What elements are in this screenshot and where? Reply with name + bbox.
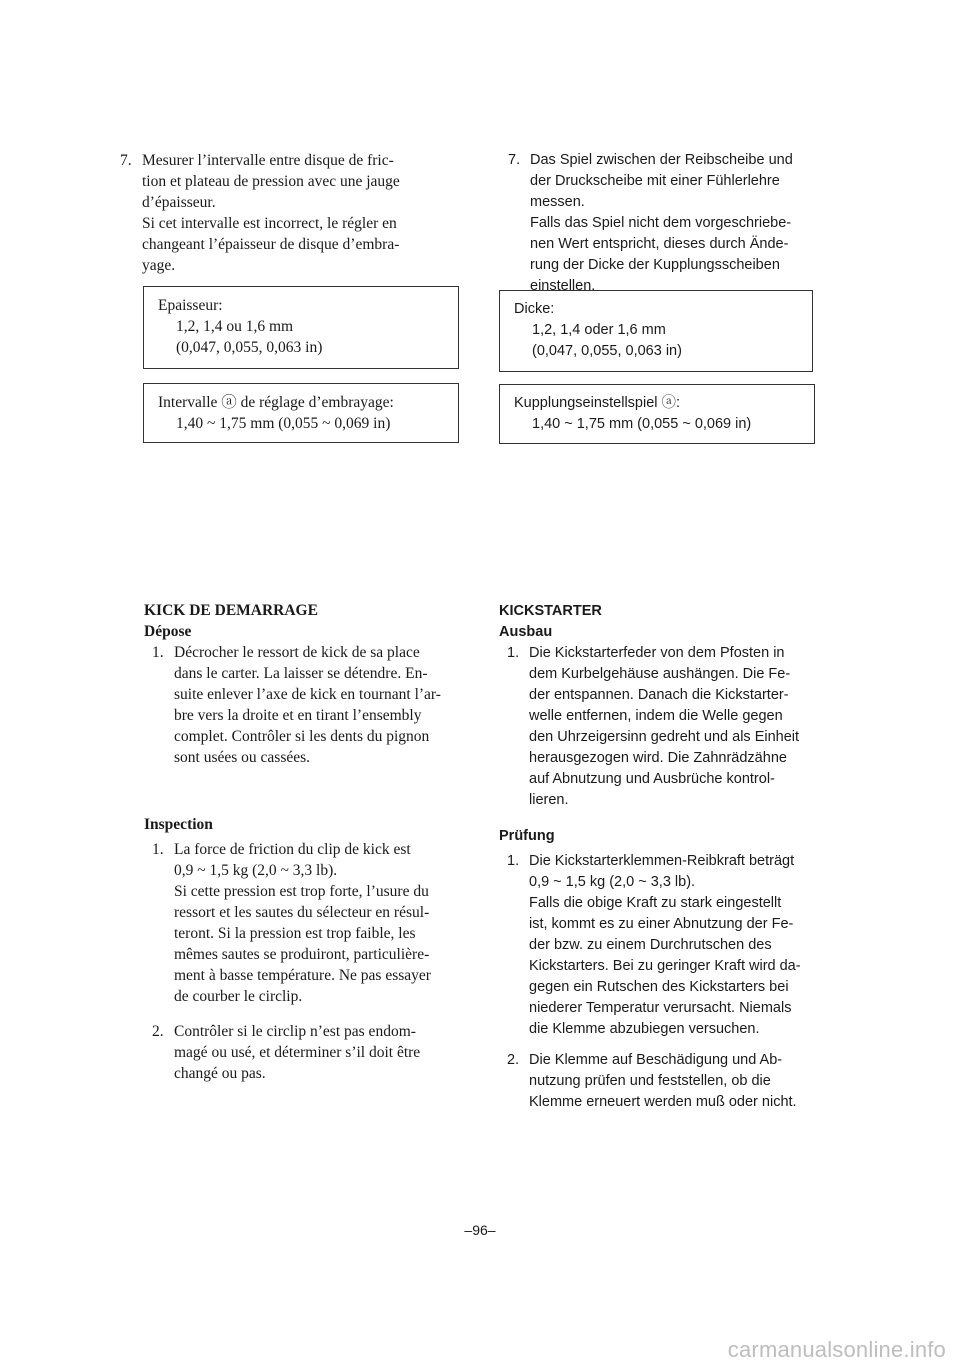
subsection-title: Inspection [144, 816, 213, 833]
french-clearance-spec-box [143, 383, 459, 443]
step-number: 2. [152, 1023, 164, 1040]
step-line: niederer Temperatur verursacht. Niemals [529, 1000, 792, 1016]
step-line: changé ou pas. [174, 1065, 266, 1082]
step-line: Die Kickstarterfeder von dem Pfosten in [529, 645, 785, 661]
step-line: dem Kurbelgehäuse aushängen. Die Fe- [529, 666, 791, 682]
spec-value: (0,047, 0,055, 0,063 in) [176, 339, 323, 356]
step-line: bre vers la droite et en tirant l’ensembly [174, 707, 422, 724]
step-line: ment à basse température. Ne pas essayer [174, 967, 431, 984]
step-line: sont usées ou cassées. [174, 749, 311, 766]
watermark: carmanualsonline.info [727, 1337, 946, 1362]
step-line: ressort et les sautes du sélecteur en résul- [174, 904, 430, 921]
step-line: Si cette pression est trop forte, l’usure du [174, 883, 429, 900]
step-number: 7. [508, 152, 521, 168]
spec-label: Kupplungseinstellspiel ⓐ: [514, 395, 681, 411]
page-number: –96– [464, 1222, 496, 1238]
french-inspection-section [144, 814, 474, 1084]
subsection-title: Dépose [144, 623, 192, 640]
french-kick-section [144, 600, 474, 768]
step-line: der Druckscheibe mit einer Fühlerlehre [530, 173, 780, 189]
spec-value: 1,40 ~ 1,75 mm (0,055 ~ 0,069 in) [176, 415, 391, 432]
inspection-step-2 [144, 1021, 474, 1084]
german-inspection-section [499, 826, 839, 1113]
step-line: gegen ein Rutschen des Kickstarters bei [529, 979, 789, 995]
spec-value: 1,2, 1,4 oder 1,6 mm [532, 322, 666, 338]
spec-value: 1,40 ~ 1,75 mm (0,055 ~ 0,069 in) [532, 416, 752, 432]
step-line: Mesurer l’intervalle entre disque de fric- [142, 152, 394, 169]
inspection-step-1 [144, 839, 474, 1007]
inspection-step-1 [499, 851, 839, 1040]
step-line: herausgezogen wird. Die Zahnrädzähne [529, 750, 787, 766]
removal-step [144, 642, 474, 768]
step-line: complet. Contrôler si les dents du pignon [174, 728, 430, 745]
section-title: KICK DE DEMARRAGE [144, 602, 318, 619]
german-kick-section [499, 601, 839, 811]
step-line: ist, kommt es zu einer Abnutzung der Fe- [529, 916, 794, 932]
step-number: 1. [152, 644, 164, 661]
step-number: 2. [507, 1052, 520, 1068]
step-line: der entspannen. Danach die Kickstarter- [529, 687, 789, 703]
step-line: nutzung prüfen und feststellen, ob die [529, 1073, 771, 1089]
spec-label: Intervalle ⓐ de réglage d’embrayage: [158, 394, 394, 411]
step-line: 0,9 ~ 1,5 kg (2,0 ~ 3,3 lb). [174, 862, 338, 879]
step-line: auf Abnutzung und Ausbrüche kontrol- [529, 771, 775, 787]
step-line: Décrocher le ressort de kick de sa place [174, 644, 420, 661]
subsection-title: Ausbau [499, 624, 553, 640]
step-line: teront. Si la pression est trop faible, les [174, 925, 416, 942]
step-line: nen Wert entspricht, dieses durch Ände- [530, 236, 789, 252]
spec-value: 1,2, 1,4 ou 1,6 mm [176, 318, 294, 335]
step-line: 0,9 ~ 1,5 kg (2,0 ~ 3,3 lb). [529, 874, 696, 890]
step-number: 7. [120, 152, 132, 169]
step-line: yage. [142, 257, 176, 274]
step-line: Falls das Spiel nicht dem vorgeschriebe- [530, 215, 792, 231]
step-line: La force de friction du clip de kick est [174, 841, 411, 858]
step-line: Die Klemme auf Beschädigung und Ab- [529, 1052, 783, 1068]
step-line: lieren. [529, 792, 569, 808]
step-line: Klemme erneuert werden muß oder nicht. [529, 1094, 797, 1110]
step-line: suite enlever l’axe de kick en tournant l’ar- [174, 686, 441, 703]
step-line: einstellen. [530, 278, 596, 294]
step-line: magé ou usé, et déterminer s’il doit être [174, 1044, 421, 1061]
step-line: dans le carter. La laisser se détendre. En- [174, 665, 428, 682]
step-line: welle entfernen, indem die Welle gegen [529, 708, 783, 724]
step-line: Kickstarters. Bei zu geringer Kraft wird da- [529, 958, 801, 974]
spec-label: Epaisseur: [158, 297, 223, 314]
subsection-title: Prüfung [499, 828, 555, 844]
spec-label: Dicke: [514, 301, 555, 317]
step-line: Das Spiel zwischen der Reibscheibe und [530, 152, 793, 168]
step-line: mêmes sautes se produiront, particulière- [174, 946, 430, 963]
step-line: rung der Dicke der Kupplungsscheiben [530, 257, 780, 273]
french-thickness-spec-box [143, 286, 459, 369]
german-step-7 [500, 150, 840, 297]
spec-value: (0,047, 0,055, 0,063 in) [532, 343, 682, 359]
step-number: 1. [507, 645, 520, 661]
step-line: Contrôler si le circlip n’est pas endom- [174, 1023, 416, 1040]
step-number: 1. [152, 841, 164, 858]
german-clearance-spec-box [499, 384, 815, 444]
step-line: tion et plateau de pression avec une jauge [142, 173, 400, 190]
step-line: de courber le circlip. [174, 988, 303, 1005]
removal-step [499, 643, 839, 811]
step-line: changeant l’épaisseur de disque d’embra- [142, 236, 400, 253]
section-title: KICKSTARTER [499, 603, 602, 619]
step-line: die Klemme abzubiegen versuchen. [529, 1021, 760, 1037]
step-line: Die Kickstarterklemmen-Reibkraft beträgt [529, 853, 795, 869]
step-line: Si cet intervalle est incorrect, le régler en [142, 215, 397, 232]
step-line: Falls die obige Kraft zu stark eingestellt [529, 895, 782, 911]
step-number: 1. [507, 853, 520, 869]
step-line: messen. [530, 194, 585, 210]
french-step-7 [112, 150, 472, 276]
inspection-step-2 [499, 1050, 839, 1113]
step-line: der bzw. zu einem Durchrutschen des [529, 937, 772, 953]
step-line: d’épaisseur. [142, 194, 216, 211]
german-thickness-spec-box [499, 290, 813, 372]
step-line: den Uhrzeigersinn gedreht und als Einheit [529, 729, 800, 745]
